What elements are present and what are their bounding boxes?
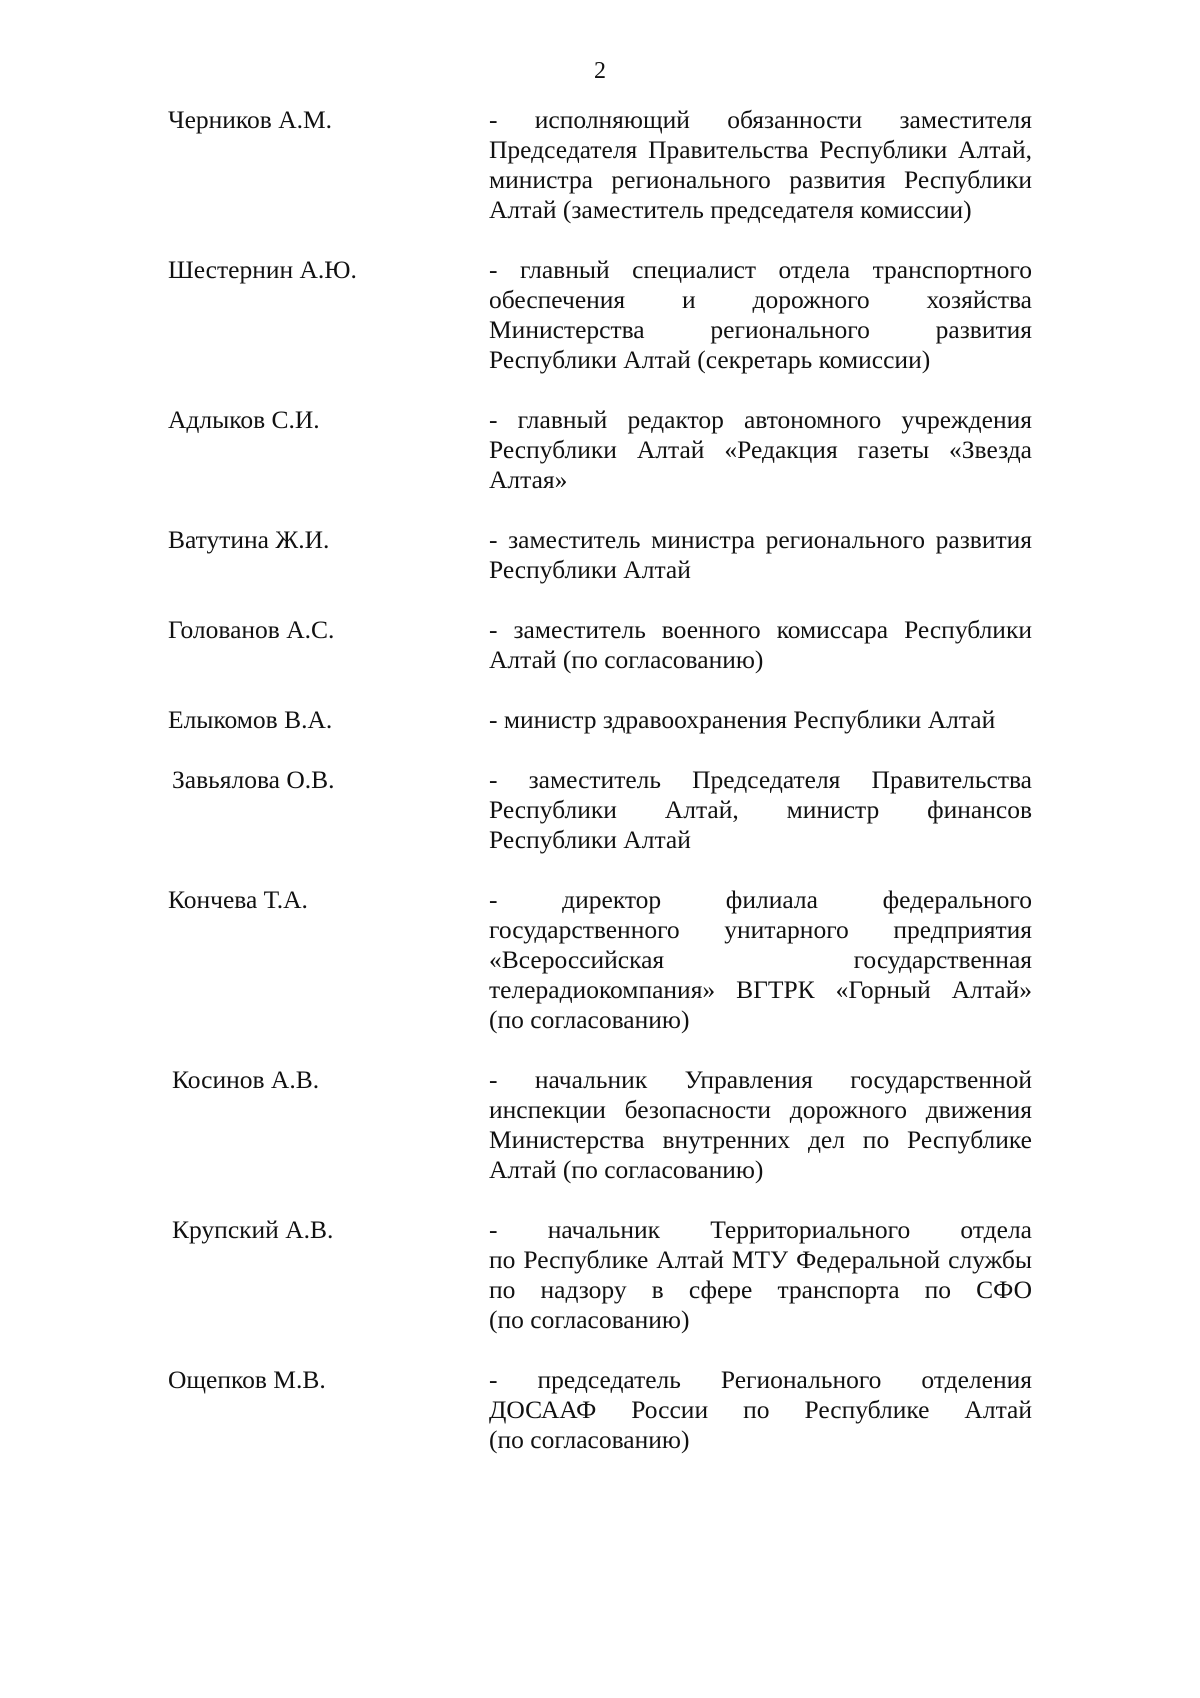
page-number: 2 <box>594 58 606 84</box>
position-line: - начальник Управления государственной <box>489 1065 1032 1094</box>
position-line: - главный специалист отдела транспортного <box>489 255 1032 284</box>
member-position <box>489 105 1032 225</box>
member-position <box>489 705 1032 735</box>
position-line: обеспечения и дорожного хозяйства <box>489 285 1032 314</box>
position-line: телерадиокомпания» ВГТРК «Горный Алтай» <box>489 975 1032 1004</box>
position-line: по Республике Алтай МТУ Федеральной службы <box>489 1245 1032 1274</box>
member-position <box>489 1215 1032 1335</box>
position-line: Алтай (по согласованию) <box>489 645 764 674</box>
position-line: Республики Алтай <box>489 825 691 854</box>
position-line: - начальник Территориального отдела <box>489 1215 1032 1244</box>
member-position <box>489 885 1032 1035</box>
member-name: Кончева Т.А. <box>168 885 308 914</box>
position-line: Министерства регионального развития <box>489 315 1032 344</box>
position-line: - заместитель Председателя Правительства <box>489 765 1032 794</box>
member-name: Адлыков С.И. <box>168 405 320 434</box>
position-line: - заместитель военного комиссара Республики <box>489 615 1032 644</box>
position-line: Республики Алтай, министр финансов <box>489 795 1032 824</box>
position-line: - министр здравоохранения Республики Алтай <box>489 705 996 734</box>
member-position <box>489 255 1032 375</box>
position-line: - заместитель министра регионального развития <box>489 525 1032 554</box>
member-position <box>489 615 1032 675</box>
member-name: Черников А.М. <box>168 105 333 134</box>
member-position <box>489 525 1032 585</box>
position-line: (по согласованию) <box>489 1005 690 1034</box>
position-line: государственного унитарного предприятия <box>489 915 1032 944</box>
member-name: Елыкомов В.А. <box>168 705 333 734</box>
member-name: Косинов А.В. <box>172 1065 320 1094</box>
position-line: ДОСААФ России по Республике Алтай <box>489 1395 1032 1424</box>
position-line: Алтай (заместитель председателя комиссии) <box>489 195 972 224</box>
position-line: министра регионального развития Республики <box>489 165 1032 194</box>
position-line: по надзору в сфере транспорта по СФО <box>489 1275 1032 1304</box>
position-line: Республики Алтай «Редакция газеты «Звезда <box>489 435 1032 464</box>
member-position <box>489 765 1032 855</box>
position-line: Министерства внутренних дел по Республике <box>489 1125 1032 1154</box>
position-line: - председатель Регионального отделения <box>489 1365 1032 1394</box>
member-name: Ватутина Ж.И. <box>168 525 330 554</box>
member-name: Ощепков М.В. <box>168 1365 326 1394</box>
member-name: Крупский А.В. <box>172 1215 334 1244</box>
position-line: - исполняющий обязанности заместителя <box>489 105 1032 134</box>
member-name: Шестернин А.Ю. <box>168 255 357 284</box>
position-line: (по согласованию) <box>489 1425 690 1454</box>
position-line: Республики Алтай (секретарь комиссии) <box>489 345 931 374</box>
position-line: Председателя Правительства Республики Алтай, <box>489 135 1032 164</box>
position-line: - директор филиала федерального <box>489 885 1032 914</box>
position-line: - главный редактор автономного учреждения <box>489 405 1032 434</box>
member-position <box>489 1365 1032 1455</box>
position-line: «Всероссийская государственная <box>489 945 1032 974</box>
member-name: Голованов А.С. <box>168 615 335 644</box>
position-line: Республики Алтай <box>489 555 691 584</box>
member-position <box>489 1065 1032 1185</box>
position-line: инспекции безопасности дорожного движения <box>489 1095 1032 1124</box>
position-line: Алтая» <box>489 465 568 494</box>
member-position <box>489 405 1032 495</box>
position-line: Алтай (по согласованию) <box>489 1155 764 1184</box>
position-line: (по согласованию) <box>489 1305 690 1334</box>
member-name: Завьялова О.В. <box>172 765 335 794</box>
